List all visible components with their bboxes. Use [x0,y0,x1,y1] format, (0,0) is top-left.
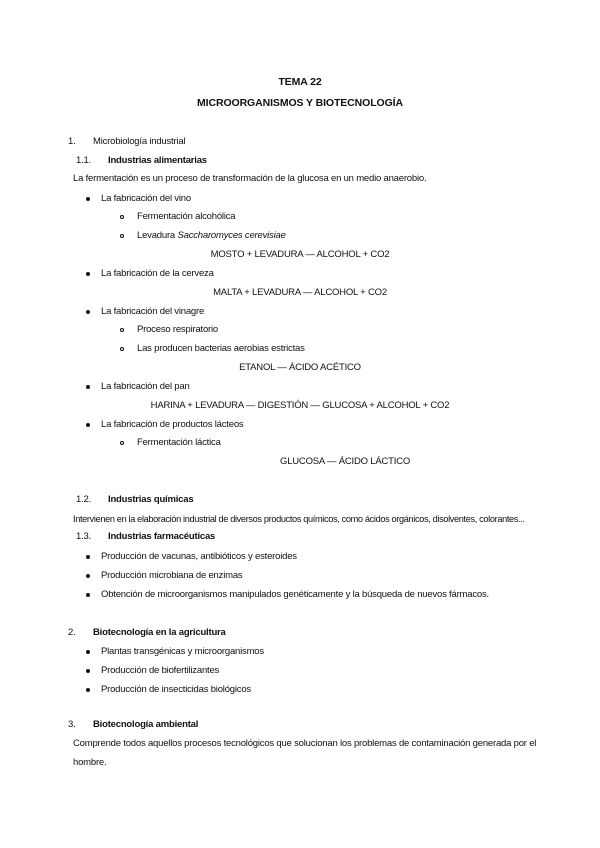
doc-title: TEMA 22 [278,76,322,88]
bullet-dot [86,574,90,578]
bullet-circle [120,328,124,332]
sub-item-levadura [137,230,286,242]
list-item-agriculture: Plantas transgénicas y microorganismos [101,646,264,657]
list-item-pharma: Producción de vacunas, antibióticos y esteroides [101,551,297,562]
equation-vinagre: ETANOL — ÁCIDO ACÉTICO [239,362,361,373]
list-item-lacteos: La fabricación de productos lácteos [101,419,244,430]
section-2-number: 2. [68,627,76,638]
sub-item-bacterias-aerobias: Las producen bacterias aerobias estrictas [137,343,305,354]
bullet-dot [86,272,90,276]
sub-item-fermentacion-alcoholica: Fermentación alcohólica [137,211,236,222]
section-1-2-number: 1.2. [76,494,92,505]
equation-cerveza: MALTA + LEVADURA — ALCOHOL + CO2 [213,287,387,298]
bullet-circle [120,441,124,445]
section-1-2-heading: Industrias químicas [108,494,194,505]
species-name: Saccharomyces cerevisiae [177,230,286,241]
environmental-text-line-1: Comprende todos aquellos procesos tecnológicos que solucionan los problemas de contaminación generada por el [73,738,537,749]
section-1-3-number: 1.3. [76,531,92,542]
chemical-industries-text: Intervienen en la elaboración industrial de diversos productos químicos, como ácidos orgánicos, disolventes, colorantes... [73,514,525,524]
equation-pan: HARINA + LEVADURA — DIGESTIÓN — GLUCOSA + ALCOHOL + CO2 [150,400,450,411]
sub-item-fermentacion-lactica: Fermentación láctica [137,437,221,448]
bullet-dot [86,310,90,314]
section-3-heading: Biotecnología ambiental [93,719,199,730]
bullet-dot [86,555,90,559]
equation-lacteos: GLUCOSA — ÁCIDO LÁCTICO [280,456,411,467]
doc-subtitle: MICROORGANISMOS Y BIOTECNOLOGÍA [197,97,403,109]
bullet-dot [86,650,90,654]
fermentation-intro: La fermentación es un proceso de transformación de la glucosa en un medio anaerobio. [73,173,427,184]
list-item-pharma: Obtención de microorganismos manipulados genéticamente y la búsqueda de nuevos fármacos. [101,589,489,600]
bullet-dot [86,593,90,597]
section-1-3-heading: Industrias farmacéuticas [108,531,216,542]
section-1-1-number: 1.1. [76,155,92,166]
bullet-circle [120,234,124,238]
equation-vino: MOSTO + LEVADURA — ALCOHOL + CO2 [210,249,390,260]
environmental-text-line-2: hombre. [73,757,107,768]
section-2-heading: Biotecnología en la agricultura [93,627,226,638]
section-1-1-heading: Industrias alimentarias [108,155,207,166]
list-item-agriculture: Producción de insecticidas biológicos [101,684,251,695]
section-1-number: 1. [68,136,76,147]
list-item-pan: La fabricación del pan [101,381,190,392]
bullet-dot [86,688,90,692]
sub-item-proceso-respiratorio: Proceso respiratorio [137,324,219,335]
bullet-dot [86,197,90,201]
list-item-vino: La fabricación del vino [101,193,191,204]
bullet-dot [86,423,90,427]
bullet-circle [120,215,124,219]
list-item-agriculture: Producción de biofertilizantes [101,665,220,676]
list-item-vinagre: La fabricación del vinagre [101,306,205,317]
list-item-pharma: Producción microbiana de enzimas [101,570,243,581]
levadura-label: Levadura [137,230,178,241]
bullet-dot [86,669,90,673]
section-3-number: 3. [68,719,76,730]
bullet-circle [120,347,124,351]
section-1-heading: Microbiología industrial [93,136,186,147]
bullet-dot [86,385,90,389]
list-item-cerveza: La fabricación de la cerveza [101,268,214,279]
